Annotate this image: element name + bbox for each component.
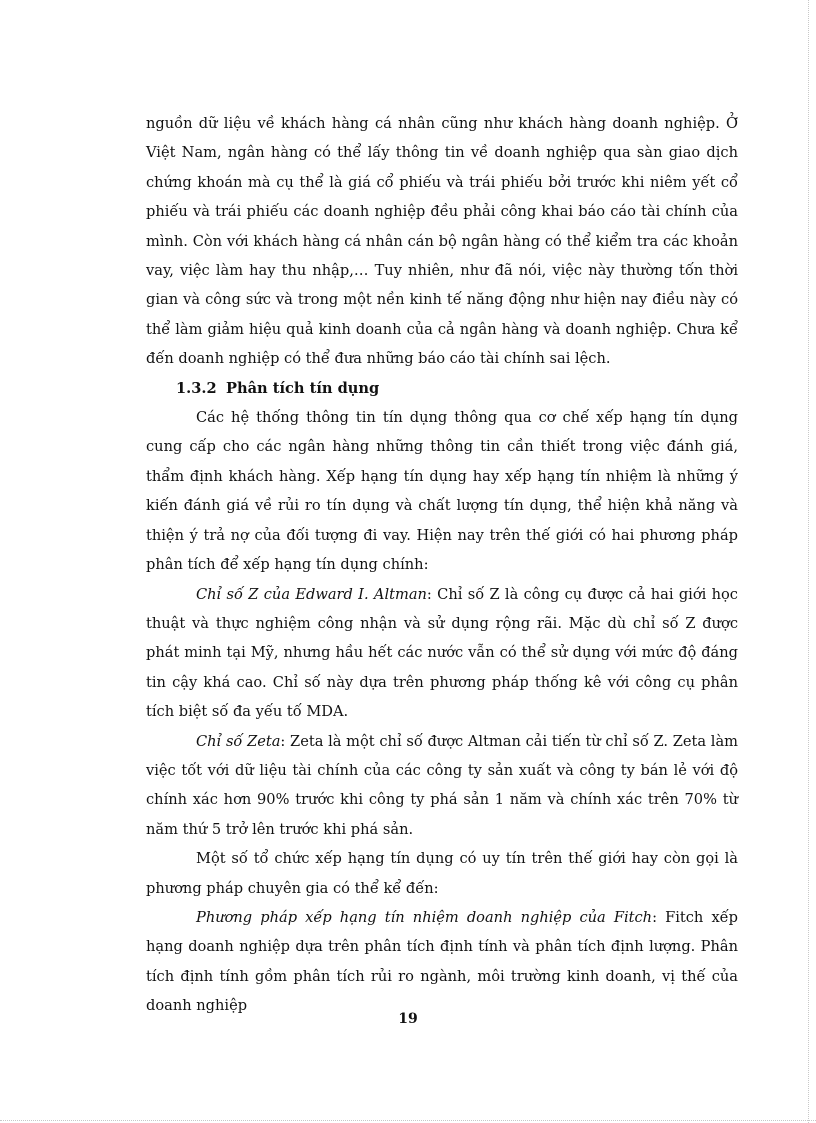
paragraph-altman-z	[146, 580, 738, 727]
term-zeta: Chỉ số Zeta	[196, 732, 281, 750]
term-fitch: Phương pháp xếp hạng tín nhiệm doanh nghiệp của Fitch	[196, 908, 653, 926]
paragraph-fitch	[146, 903, 738, 1021]
paragraph-credit-info-systems: Các hệ thống thông tin tín dụng thông qua cơ chế xếp hạng tín dụng cung cấp cho các ngân hàng những thông tin cần thiết trong việc đánh giá, thẩm định khách hàng. Xếp hạng tín dụng hay xếp hạng tín nhiệm là những ý kiến đánh giá về rủi ro tín dụng và chất lượng tín dụng, thể hiện khả năng và thiện ý trả nợ của đối tượng đi vay. Hiện nay trên thế giới có hai phương pháp phân tích để xếp hạng tín dụng chính:	[146, 409, 738, 574]
paragraph-rating-agencies: Một số tổ chức xếp hạng tín dụng có uy tín trên thế giới hay còn gọi là phương pháp chuyên gia có thể kể đến:	[146, 850, 738, 897]
paragraph-altman-z-body: : Chỉ số Z là công cụ được cả hai giới học thuật và thực nghiệm công nhận và sử dụng rộng rãi. Mặc dù chỉ số Z được phát minh tại Mỹ, nhưng hầu hết các nước vẫn có thể sử dụng với mức độ đáng tin cậy khá cao. Chỉ số này dựa trên phương pháp thống kê với công cụ phân tích biệt số đa yếu tố MDA.	[146, 585, 738, 721]
page-border-right	[808, 0, 809, 1123]
section-title: Phân tích tín dụng	[226, 379, 380, 397]
paragraph-zeta-body: : Zeta là một chỉ số được Altman cải tiến từ chỉ số Z. Zeta làm việc tốt với dữ liệu tài chính của các công ty sản xuất và công ty bán lẻ với độ chính xác hơn 90% trước khi công ty phá sản 1 năm và chính xác trên 70% từ năm thứ 5 trở lên trước khi phá sản.	[146, 732, 738, 838]
section-number: 1.3.2	[176, 379, 217, 397]
paragraph-continuation: nguồn dữ liệu về khách hàng cá nhân cũng như khách hàng doanh nghiệp. Ở Việt Nam, ngân hàng có thể lấy thông tin về doanh nghiệp qua sàn giao dịch chứng khoán mà cụ thể là giá cổ phiếu và trái phiếu bởi trước khi niêm yết cổ phiếu và trái phiếu các doanh nghiệp đều phải công khai báo cáo tài chính của mình. Còn với khách hàng cá nhân cán bộ ngân hàng có thể kiểm tra các khoản vay, việc làm hay thu nhập,… Tuy nhiên, như đã nói, việc này thường tốn thời gian và công sức và trong một nền kinh tế năng động như hiện nay điều này có thể làm giảm hiệu quả kinh doanh của cả ngân hàng và doanh nghiệp. Chưa kể đến doanh nghiệp có thể đưa những báo cáo tài chính sai lệch.	[146, 115, 738, 368]
paragraph-zeta	[146, 727, 738, 845]
section-heading	[146, 374, 738, 403]
page-number: 19	[398, 1011, 418, 1027]
paragraph-fitch-body: : Fitch xếp hạng doanh nghiệp dựa trên phân tích định tính và phân tích định lượng. Phân tích định tính gồm phân tích rủi ro ngành, môi trường kinh doanh, vị thế của doanh nghiệp	[146, 908, 738, 1015]
page-border-bottom	[0, 1120, 816, 1121]
term-altman-z: Chỉ số Z của Edward I. Altman	[196, 585, 427, 603]
body-text	[146, 109, 738, 1021]
